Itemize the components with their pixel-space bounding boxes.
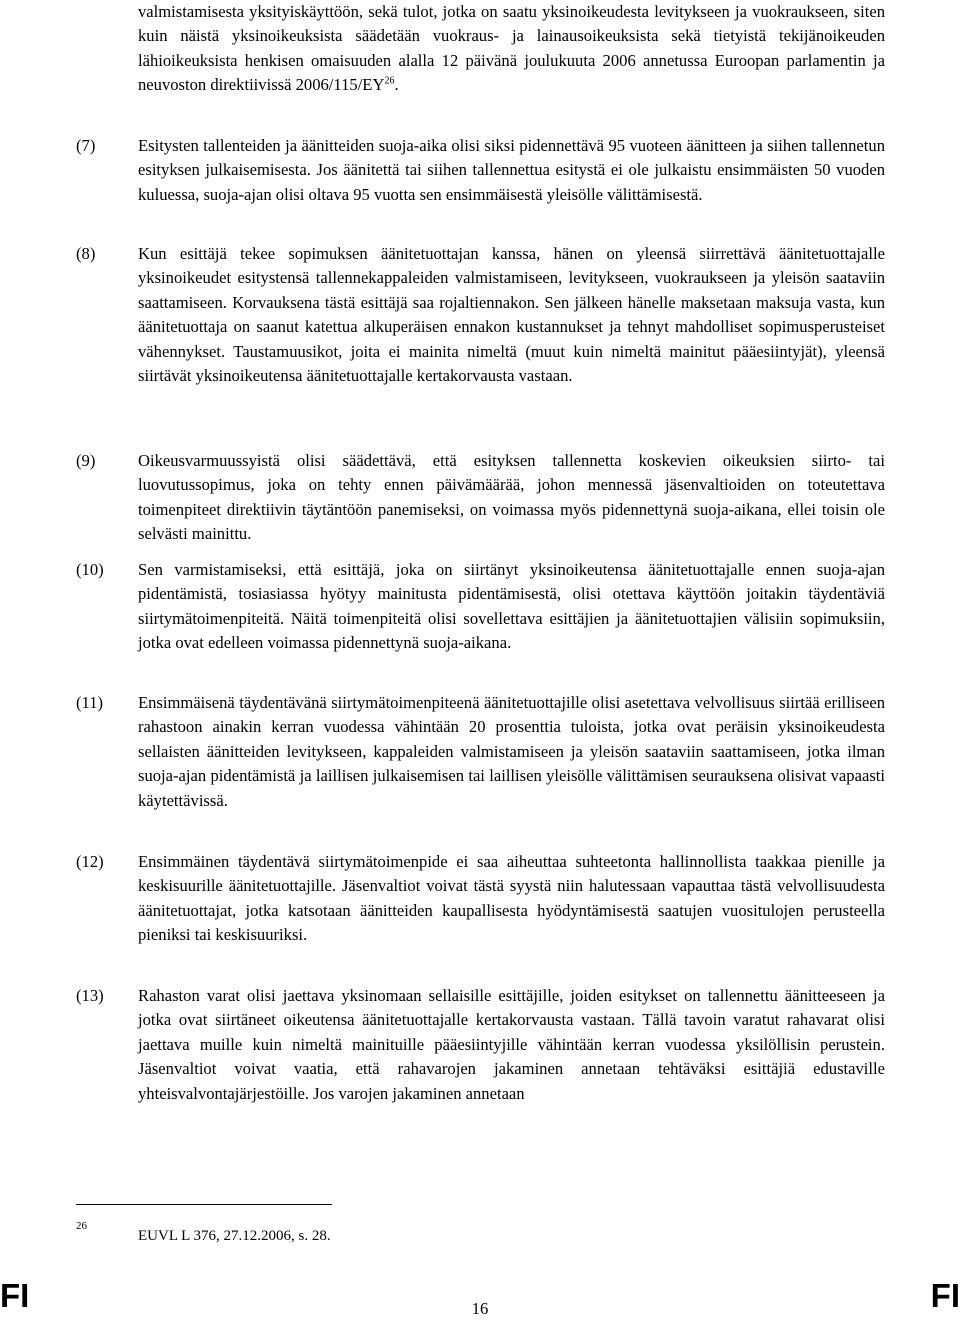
footnote-number: 26 <box>76 1220 87 1232</box>
footnote-text: EUVL L 376, 27.12.2006, s. 28. <box>138 1228 331 1244</box>
paragraph-text: Oikeusvarmuussyistä olisi säädettävä, että esityksen tallennetta koskevien oikeuksien siirto- tai luovutussopimus, joka on tehty ennen päivämäärää, johon mennessä jäsenvaltioiden on toteutettava toimenpiteet direktiivin täytäntöön panemiseksi, on voimassa myös pidennettynä suoja-aikana, ellei toisin ole selvästi mainittu. <box>138 451 885 544</box>
paragraph-number: (9) <box>76 451 96 470</box>
paragraph-8 <box>76 242 885 388</box>
footnote-separator <box>76 1204 332 1205</box>
paragraph-11 <box>76 691 885 813</box>
paragraph-text: Ensimmäisenä täydentävänä siirtymätoimenpiteenä äänitetuottajille olisi asetettava velvollisuus siirtää erilliseen rahastoon ainakin kerran vuodessa vähintään 20 prosenttia tuloista, jotka ovat peräisin yksinoikeudesta sellaisten äänitteiden levitykseen, kappaleiden valmistamiseen ja yleisön saataviin saattamiseen, jotka ilman suoja-ajan pidentämistä ja laillisen julkaisemisen tai laillisen yleisölle välittämisen seurauksena olisivat vapaasti käytettävissä. <box>138 693 885 810</box>
intro-paragraph <box>138 0 885 98</box>
intro-text: valmistamisesta yksityiskäyttöön, sekä tulot, jotka on saatu yksinoikeudesta levitykseen ja vuokraukseen, siten kuin näistä yksinoikeuksista säädetään vuokraus- ja lainausoikeuksista sekä tietyistä tekijänoikeuden lähioikeuksista henkisen omaisuuden alalla 12 päivänä joulukuuta 2006 annetussa Euroopan parlamentin ja neuvoston direktiivissä 2006/115/EY <box>138 2 885 95</box>
paragraph-number: (7) <box>76 136 96 155</box>
footer-language-right: FI <box>930 1277 960 1314</box>
paragraph-text: Rahaston varat olisi jaettava yksinomaan sellaisille esittäjille, joiden esitykset on tallennettu äänitteeseen ja jotka ovat siirtäneet oikeutensa äänitetuottajalle kertakorvausta vastaan. Tällä tavoin varatut rahavarat olisi jaettava muille kuin nimeltä mainituille pääesiintyjille vähintään kerran vuodessa yksilöllisin perustein. Jäsenvaltiot voivat vaatia, että rahavarojen jakaminen annetaan tehtäväksi esittäjiä edustaville yhteisvalvontajärjestöille. Jos varojen jakaminen annetaan <box>138 986 885 1103</box>
footnote-reference[interactable]: 26 <box>384 75 395 87</box>
paragraph-13 <box>76 984 885 1106</box>
paragraph-7 <box>76 134 885 207</box>
page-number: 16 <box>471 1299 489 1318</box>
paragraph-text: Esitysten tallenteiden ja äänitteiden suoja-aika olisi siksi pidennettävä 95 vuoteen äänitteen ja siihen tallennetun esityksen julkaisemisesta. Jos äänitettä tai siihen tallennettua esitystä ei ole julkaistu ensimmäisten 50 vuoden kuluessa, suoja-ajan olisi oltava 95 vuotta sen ensimmäisestä yleisölle välittämisestä. <box>138 136 885 204</box>
paragraph-number: (8) <box>76 244 96 263</box>
footer-language-left: FI <box>0 1277 30 1314</box>
paragraph-number: (13) <box>76 986 104 1005</box>
intro-end: . <box>394 75 399 95</box>
paragraph-number: (10) <box>76 560 104 579</box>
paragraph-text: Kun esittäjä tekee sopimuksen äänitetuottajan kanssa, hänen on yleensä siirrettävä äänitetuottajalle yksinoikeudet esitystensä tallennekappaleiden valmistamiseen, levitykseen, vuokraukseen ja yleisön saataviin saattamiseen. Korvauksena tästä esittäjä saa rojaltiennakon. Sen jälkeen hänelle maksetaan maksuja vasta, kun äänitetuottaja on saanut katettua alkuperäisen ennakon kustannukset ja tehnyt mahdolliset sopimusperusteiset vähennykset. Taustamuusikot, joita ei mainita nimeltä (muut kuin nimeltä mainitut pääesiintyjät), yleensä siirtävät yksinoikeutensa äänitetuottajalle kertakorvausta vastaan. <box>138 244 885 386</box>
paragraph-10 <box>76 558 885 656</box>
paragraph-text: Sen varmistamiseksi, että esittäjä, joka on siirtänyt yksinoikeutensa äänitetuottajalle ennen suoja-ajan pidentämistä, tosiasiassa hyötyy mainitusta pidentämisestä, olisi otettava käyttöön joitakin täydentäviä siirtymätoimenpiteitä. Näitä toimenpiteitä olisi sovellettava esittäjien ja äänitetuottajien välisiin sopimuksiin, jotka ovat edelleen voimassa pidennettynä suoja-aikana. <box>138 560 885 653</box>
paragraph-number: (11) <box>76 693 104 712</box>
paragraph-text: Ensimmäinen täydentävä siirtymätoimenpide ei saa aiheuttaa suhteetonta hallinnollista taakkaa pienille ja keskisuurille äänitetuottajille. Jäsenvaltiot voivat tästä syystä niin halutessaan vapauttaa tästä velvollisuudesta äänitetuottajat, jotka katsotaan äänitteiden kaupallisesta hyödyntämisestä saatujen vuositulojen perusteella pieniksi tai keskisuuriksi. <box>138 852 885 945</box>
paragraph-9 <box>76 449 885 547</box>
paragraph-12 <box>76 850 885 948</box>
paragraph-number: (12) <box>76 852 104 871</box>
